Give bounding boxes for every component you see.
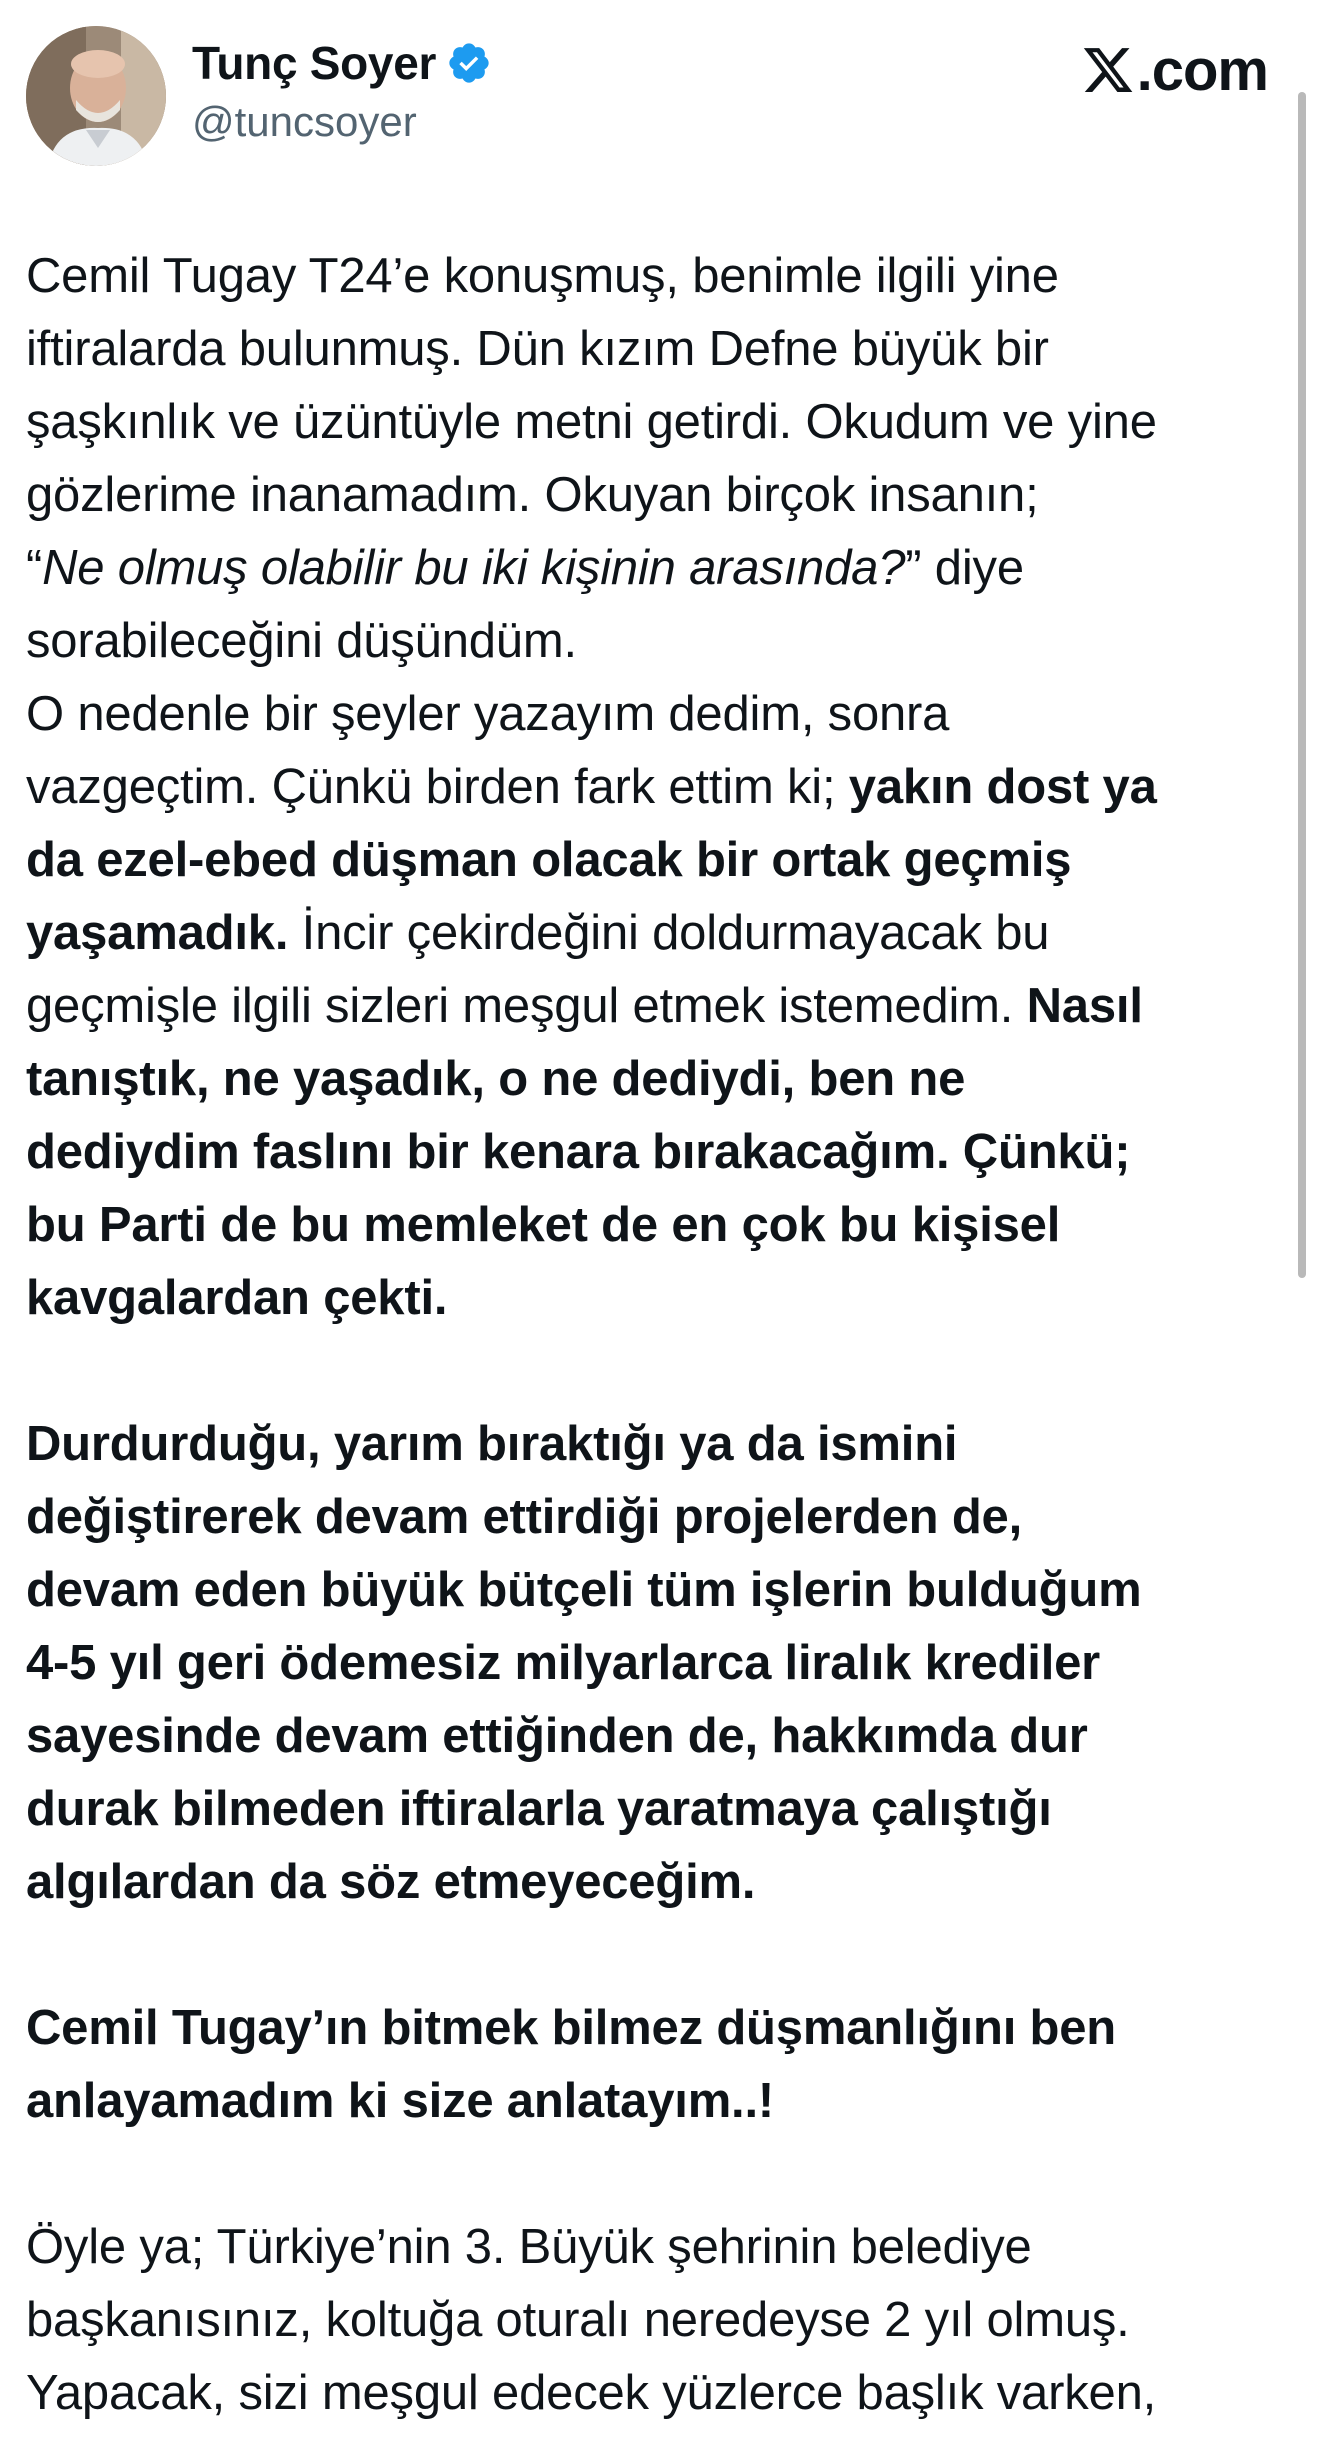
text-line: algılardan da söz etmeyeceğim. <box>26 1855 756 1909</box>
bold-text: Nasıl <box>1026 979 1143 1033</box>
text-line: İncir çekirdeğini doldurmayacak bu <box>288 906 1050 960</box>
text-line: gözlerime inanamadım. Okuyan birçok insanın; <box>26 468 1039 522</box>
text-line: iftiralarda bulunmuş. Dün kızım Defne büyük bir <box>26 322 1049 376</box>
paragraph-spacer <box>26 1919 1288 1992</box>
author-display-name[interactable]: Tunç Soyer <box>192 37 437 89</box>
open-quote: “ <box>26 541 43 595</box>
text-line: sorabileceğini düşündüm. <box>26 614 577 668</box>
bold-text: kavgalardan çekti. <box>26 1271 448 1325</box>
avatar[interactable] <box>26 26 166 166</box>
bold-text: da ezel-ebed düşman olacak bir ortak geçmiş <box>26 833 1072 887</box>
close-quote: ” diye <box>905 541 1024 595</box>
text-line: Cemil Tugay T24’e konuşmuş, benimle ilgili yine <box>26 249 1059 303</box>
tweet-paragraph <box>26 1408 1288 1919</box>
text-line: sayesinde devam ettiğinden de, hakkımda dur <box>26 1709 1088 1763</box>
brand-watermark <box>1081 38 1268 102</box>
bold-text: bu Parti de bu memleket de en çok bu kişisel <box>26 1198 1061 1252</box>
text-line: geçmişle ilgili sizleri meşgul etmek istemedim. <box>26 979 1027 1033</box>
bold-text: tanıştık, ne yaşadık, o ne dediydi, ben ne <box>26 1052 966 1106</box>
author-name-row[interactable] <box>192 36 492 90</box>
avatar-photo-icon <box>26 26 166 166</box>
bold-text: yakın dost ya <box>848 760 1157 814</box>
text-line: şaşkınlık ve üzüntüyle metni getirdi. Okudum ve yine <box>26 395 1157 449</box>
text-line: değiştirerek devam ettirdiği projelerden de, <box>26 1490 1023 1544</box>
text-line: vazgeçtim. Çünkü birden fark ettim ki; <box>26 760 849 814</box>
italic-quote: Ne olmuş olabilir bu iki kişinin arasında? <box>42 541 906 595</box>
text-line: devam eden büyük bütçeli tüm işlerin bulduğum <box>26 1563 1142 1617</box>
bold-text: yaşamadık. <box>26 906 289 960</box>
bold-text: dediydim faslını bir kenara bırakacağım. Çünkü; <box>26 1125 1131 1179</box>
text-line: Durdurduğu, yarım bıraktığı ya da ismini <box>26 1417 958 1471</box>
tweet-paragraph <box>26 240 1288 678</box>
tweet-text <box>26 240 1288 2430</box>
tweet-header <box>26 26 1276 166</box>
verified-badge-icon <box>446 40 492 86</box>
brand-domain-text: .com <box>1136 37 1268 103</box>
text-line: O nedenle bir şeyler yazayım dedim, sonra <box>26 687 950 741</box>
text-line: Cemil Tugay’ın bitmek bilmez düşmanlığını ben <box>26 2001 1117 2055</box>
text-line: Öyle ya; Türkiye’nin 3. Büyük şehrinin belediye <box>26 2220 1032 2274</box>
text-line: başkanısınız, koltuğa oturalı neredeyse 2 yıl olmuş. <box>26 2293 1130 2347</box>
scrollbar[interactable] <box>1298 92 1306 1278</box>
paragraph-spacer <box>26 2138 1288 2211</box>
tweet-paragraph <box>26 2211 1288 2430</box>
x-logo-icon <box>1081 43 1135 97</box>
text-line: durak bilmeden iftiralarla yaratmaya çalıştığı <box>26 1782 1052 1836</box>
text-line: anlayamadım ki size anlatayım..! <box>26 2074 775 2128</box>
text-line: 4-5 yıl geri ödemesiz milyarlarca liralık krediler <box>26 1636 1101 1690</box>
author-handle[interactable]: @tuncsoyer <box>192 98 417 145</box>
paragraph-spacer <box>26 1335 1288 1408</box>
tweet-paragraph <box>26 1992 1288 2138</box>
text-line: Yapacak, sizi meşgul edecek yüzlerce başlık varken, <box>26 2366 1157 2420</box>
tweet-paragraph <box>26 678 1288 1335</box>
